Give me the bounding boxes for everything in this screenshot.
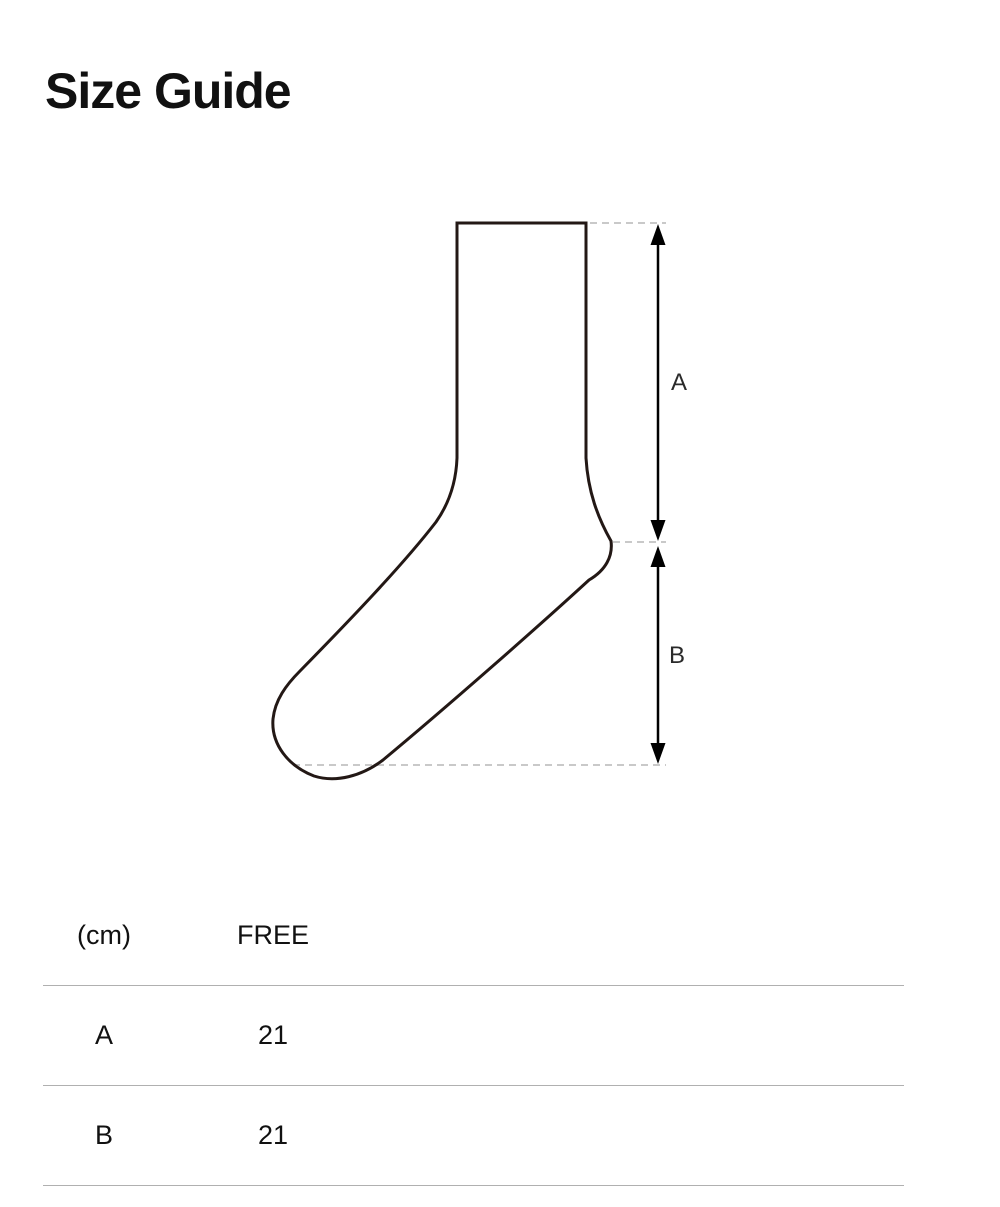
measure-arrow-a <box>651 224 666 541</box>
measure-arrow-b <box>651 546 666 764</box>
unit-header-cell: (cm) <box>77 920 131 950</box>
size-table-header-row <box>43 886 904 986</box>
page-title: Size Guide <box>45 63 291 119</box>
row-label-cell: B <box>94 1120 113 1150</box>
row-value-cell: 21 <box>257 1120 289 1150</box>
table-row-a <box>43 986 904 1086</box>
measure-label-b: B <box>669 642 686 669</box>
measure-label-a: A <box>671 369 688 396</box>
sock-outline <box>273 223 611 779</box>
size-header-cell: FREE <box>236 920 309 950</box>
row-label-cell: A <box>94 1020 113 1050</box>
row-value-cell: 21 <box>257 1020 289 1050</box>
size-table <box>43 886 904 1186</box>
table-row-b <box>43 1086 904 1186</box>
guide-lines <box>293 223 666 765</box>
